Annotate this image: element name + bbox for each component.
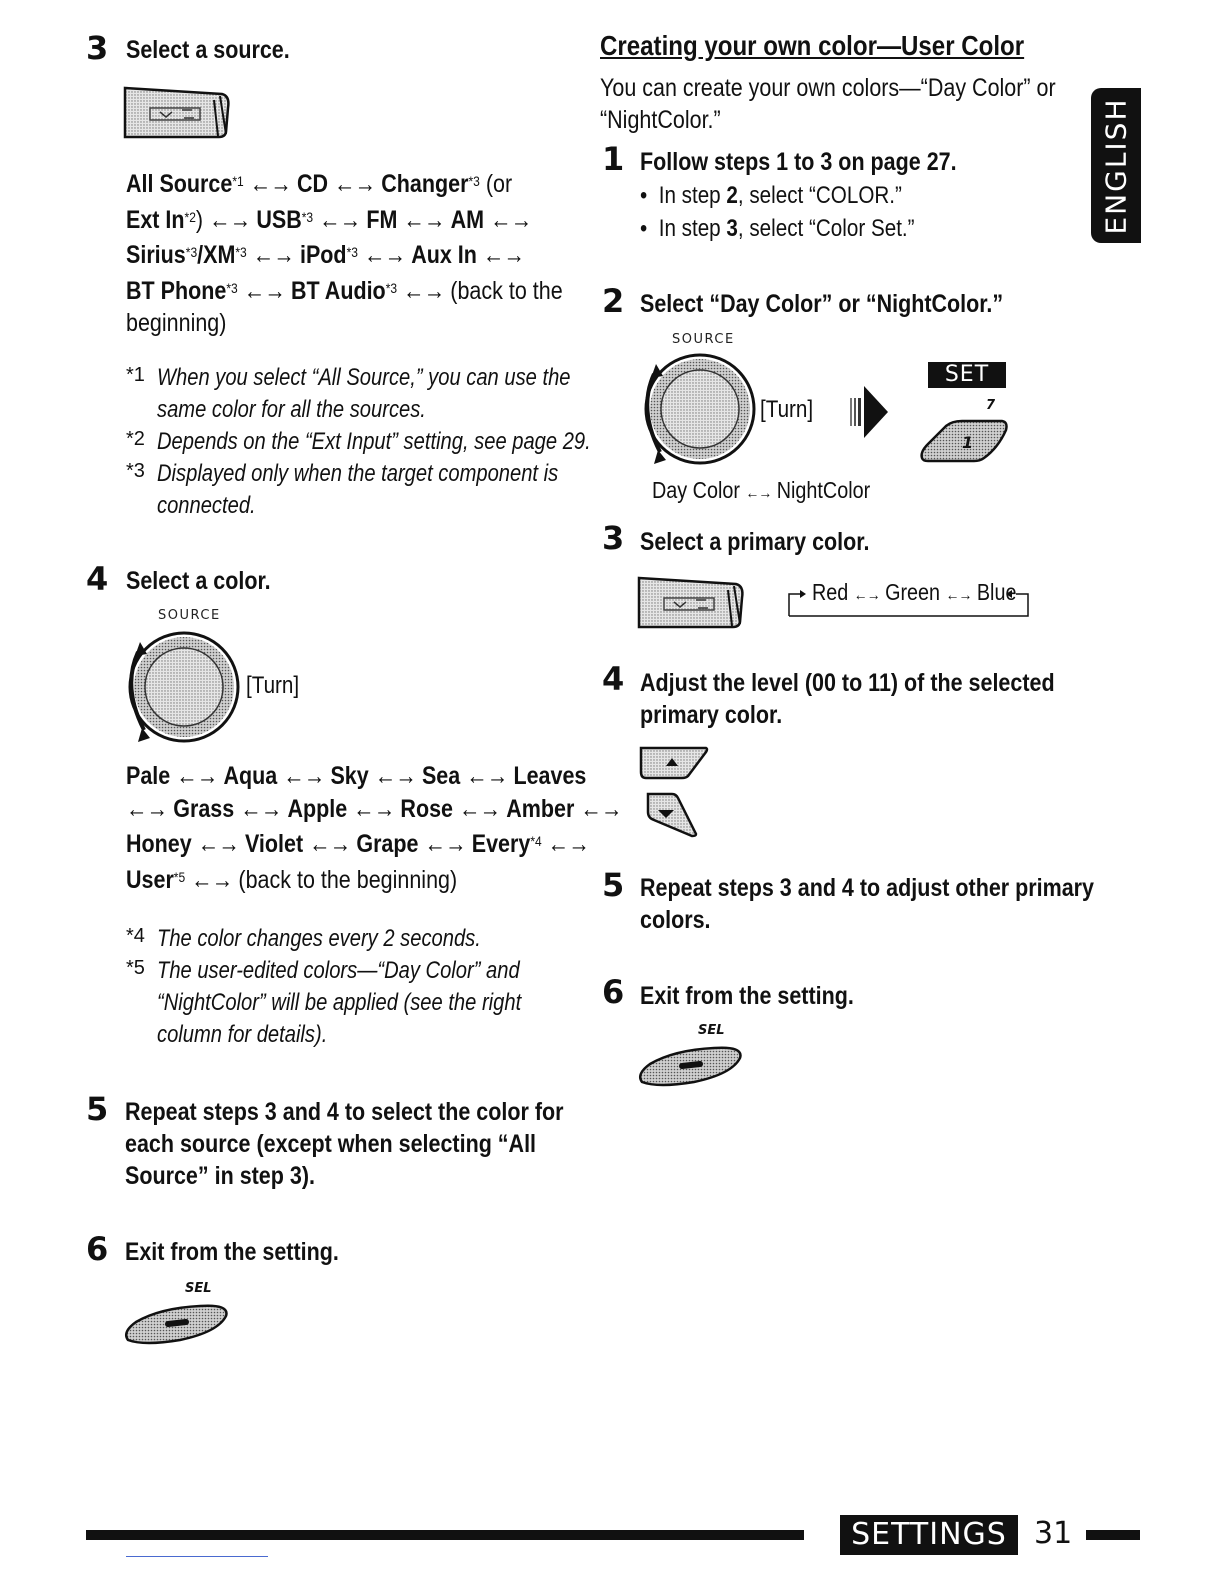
seq-item: Every xyxy=(471,830,531,858)
footnote xyxy=(157,923,481,955)
step-number: 5 xyxy=(86,1090,109,1128)
footnote-ref: *3 xyxy=(346,244,358,260)
step-title-line: Source” in step 3). xyxy=(125,1162,315,1190)
footnote-ref: *4 xyxy=(530,833,542,849)
cycle-item: Green xyxy=(885,579,941,605)
seq-text: (or xyxy=(479,170,513,198)
step-title-line: each source (except when selecting “All xyxy=(125,1130,537,1158)
footnote xyxy=(157,362,570,426)
footnote-mark: *3 xyxy=(126,460,145,482)
footnote-line: The user-edited colors—“Day Color” and xyxy=(157,957,520,984)
step-title: Select a primary color. xyxy=(640,528,870,556)
preset-button-icon xyxy=(918,418,1010,464)
seq-item: Grape xyxy=(356,830,419,858)
cycle-item: Blue xyxy=(976,579,1017,605)
step-number: 1 xyxy=(602,140,625,178)
seq-item: AM xyxy=(450,205,485,234)
footnote-line: “NightColor” will be applied (see the right xyxy=(157,989,522,1016)
knob-label: SOURCE xyxy=(158,608,221,623)
toggle-option: Day Color xyxy=(652,477,740,503)
seq-text: (back to the xyxy=(444,276,563,305)
footnote-line: Displayed only when the target component is xyxy=(157,460,559,487)
language-tab-label: ENGLISH xyxy=(1099,96,1133,235)
footer-rule-end xyxy=(1086,1530,1140,1540)
down-button-icon xyxy=(644,790,700,838)
footer-line xyxy=(126,1556,268,1557)
right-arrow-icon xyxy=(848,384,890,440)
seq-item: Sirius xyxy=(126,241,186,269)
footnote-ref: *3 xyxy=(235,244,247,260)
seq-item: Aux In xyxy=(411,241,477,269)
footnote-line: connected. xyxy=(157,492,256,519)
seq-item: Pale xyxy=(126,762,171,790)
footnote-line: Depends on the “Ext Input” setting, see page 29. xyxy=(157,428,591,455)
step-title-line: Repeat steps 3 and 4 to adjust other primary xyxy=(640,874,1095,902)
step-title-line: Adjust the level (00 to 11) of the selected xyxy=(640,669,1055,697)
footnote-ref: *3 xyxy=(468,173,480,189)
step-title xyxy=(125,1096,563,1192)
seq-item: Ext In xyxy=(126,205,185,234)
seq-item: All Source xyxy=(126,170,233,198)
cycle-item: Red xyxy=(812,579,849,605)
step-title: Select a color. xyxy=(126,567,271,595)
seq-item: BT Audio xyxy=(290,276,386,305)
button-number: 7 xyxy=(986,398,996,413)
footnote xyxy=(157,426,591,458)
source-sequence: All Source$^{*1}$ ←→ CD ←→ Changer$^{*3}$ (or Ext In$^{*2}$) ←→ USB$^{*3}$ ←→ FM ←→ AM ←→ $Sirius^{*3}/XM^{*3}$ ←→ iPod$^{*3}$ ←→ Aux In ←→ BT Phone$^{*3}$ ←→ BT Audio$^{*3}$ ←→ (back to the beginning) xyxy=(126,170,563,337)
seq-item: USB xyxy=(256,205,302,234)
sel-label: SEL xyxy=(185,1281,212,1296)
footnote-mark: *4 xyxy=(126,925,145,947)
footer-section-label: SETTINGS xyxy=(840,1515,1018,1555)
seq-item: Changer xyxy=(381,170,469,198)
seq-item: Leaves xyxy=(513,762,587,790)
intro-line: You can create your own colors—“Day Color” or xyxy=(600,74,1056,102)
footnote xyxy=(157,955,521,1051)
step-title: Select a source. xyxy=(126,36,290,64)
control-knob-icon xyxy=(116,630,246,745)
seq-item: Rose xyxy=(400,794,454,823)
preset-button-number: 1 xyxy=(962,433,974,452)
seq-item: Apple xyxy=(287,794,348,823)
seq-item: User xyxy=(126,865,174,894)
seq-item: Sky xyxy=(330,762,369,790)
step-title-line: colors. xyxy=(640,906,711,934)
seq-item: CD xyxy=(296,170,329,198)
section-heading: Creating your own color—User Color xyxy=(600,30,1025,61)
intro-text xyxy=(600,72,1056,136)
turn-label: [Turn] xyxy=(760,396,814,423)
primary-color-cycle: Red ←→ Green ←→ Blue xyxy=(812,579,1017,605)
set-label: SET xyxy=(928,362,1006,388)
step-title: Select “Day Color” or “NightColor.” xyxy=(640,290,1004,318)
seq-item: FM xyxy=(366,205,398,234)
sel-button-icon xyxy=(120,1302,232,1346)
footnote-ref: *3 xyxy=(185,244,198,260)
seq-text: ) xyxy=(195,205,204,234)
sel-button-icon xyxy=(634,1044,746,1088)
seq-item: Violet xyxy=(244,830,304,858)
turn-label: [Turn] xyxy=(246,672,300,699)
footnote-line: When you select “All Source,” you can use the xyxy=(157,364,571,391)
seq-item: BT Phone xyxy=(126,276,227,305)
step-number: 6 xyxy=(86,1230,109,1268)
bullet-item: • In step 3, select “Color Set.” xyxy=(640,215,915,242)
footnote-mark: *2 xyxy=(126,428,145,450)
footnote-ref: *3 xyxy=(385,279,398,296)
step-title xyxy=(640,667,1055,731)
intro-line: “NightColor.” xyxy=(600,106,721,134)
step-title-line: primary color. xyxy=(640,701,783,729)
footnote-ref: *2 xyxy=(184,208,196,225)
language-tab xyxy=(1091,88,1141,243)
footnote-line: column for details). xyxy=(157,1021,328,1048)
step-number: 2 xyxy=(602,282,625,320)
seq-item: Honey xyxy=(126,830,192,858)
source-button-icon xyxy=(122,82,234,140)
sel-label: SEL xyxy=(698,1023,725,1038)
bullet-item: • In step 2, select “COLOR.” xyxy=(640,182,902,209)
footnote-line: The color changes every 2 seconds. xyxy=(157,925,481,952)
step-number: 4 xyxy=(602,660,625,698)
up-button-icon xyxy=(638,744,710,780)
step-number: 3 xyxy=(602,519,625,557)
step-title: Follow steps 1 to 3 on page 27. xyxy=(640,148,957,176)
source-button-icon xyxy=(636,572,748,630)
step-title: Exit from the setting. xyxy=(640,982,854,1010)
footnote xyxy=(157,458,558,522)
seq-item: iPod xyxy=(299,241,347,269)
footnote-ref: *3 xyxy=(301,208,314,225)
step-number: 3 xyxy=(86,29,109,67)
footnote-ref: *3 xyxy=(226,279,238,296)
seq-item: Aqua xyxy=(223,762,278,790)
step-number: 5 xyxy=(602,866,625,904)
toggle-option: NightColor xyxy=(776,477,871,503)
seq-item: Amber xyxy=(506,794,575,823)
footnote-mark: *1 xyxy=(126,364,145,386)
footnote-ref: *5 xyxy=(173,868,186,885)
step-number: 6 xyxy=(602,973,625,1011)
footer-rule xyxy=(86,1530,804,1540)
day-night-toggle: Day Color ←→ NightColor xyxy=(652,477,871,503)
seq-text: beginning) xyxy=(126,309,227,337)
footnote-ref: *1 xyxy=(232,173,244,189)
seq-item: Grass xyxy=(173,794,235,823)
step-title xyxy=(640,872,1094,936)
seq-text: (back to the beginning) xyxy=(232,865,458,894)
step-number: 4 xyxy=(86,560,109,598)
step-title-line: Repeat steps 3 and 4 to select the color for xyxy=(125,1098,564,1126)
step-title: Exit from the setting. xyxy=(125,1238,339,1266)
footnote-mark: *5 xyxy=(126,957,145,979)
footnote-line: same color for all the sources. xyxy=(157,396,426,423)
color-sequence: Pale ←→ Aqua ←→ Sky ←→ Sea ←→ Leaves ←→ Grass ←→ Apple ←→ Rose ←→ Amber ←→ Honey ←→ Violet ←→ Grape ←→ Every$^{*4}$ ←→ User$^{*5}$ ←→ (back to the beginning) xyxy=(126,762,622,894)
knob-label: SOURCE xyxy=(672,332,735,347)
page-number: 31 xyxy=(1034,1516,1073,1551)
control-knob-icon xyxy=(632,352,762,467)
seq-item: /XM xyxy=(197,241,236,269)
seq-item: Sea xyxy=(421,762,461,790)
